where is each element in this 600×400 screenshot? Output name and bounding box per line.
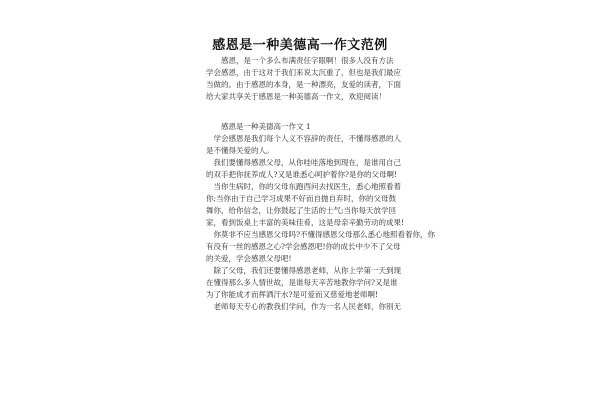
- paragraph-line: 的关爱，学会感恩父母吧!: [206, 254, 292, 263]
- spacer: [206, 103, 396, 115]
- intro-line: 给大家共享关于感恩是一种美德高一作文，欢迎阅读！: [206, 92, 386, 101]
- paragraph-line: 学会感恩是我们每个人义不容辞的责任，不懂得感恩的人: [206, 134, 401, 143]
- intro-line: 当做的。由于感恩的本身，是一种漂亮，友爱的读者，下面: [206, 80, 401, 89]
- paragraph-line: 在懂得那么多人情世故，是谁每天辛苦地教你学问?又是谁: [206, 278, 398, 287]
- paragraph-line: 除了父母，我们还要懂得感恩老师，从你上学第一天到现: [206, 266, 401, 275]
- paragraph-line: 的双手把你抚养成人?又是谁悉心呵护着你?是你的父母啊!: [206, 170, 398, 179]
- section-heading: 感恩是一种美德高一作文 1: [206, 122, 311, 131]
- paragraph-line: 当你生病时，你的父母东跑西问去找医生，悉心地照看着: [206, 182, 401, 191]
- paragraph-line: 有没有一丝的感恩之心?学会感恩吧!你的成长中少不了父母: [206, 242, 401, 251]
- paragraph-line: 家，看到饭桌上丰富的美味佳肴，这是母亲辛勤劳动的成果!: [206, 218, 405, 227]
- paragraph-line: 是不懂得关爱的人。: [206, 146, 274, 155]
- document-body: [206, 55, 436, 313]
- paragraph-line: 我们要懂得感恩父母，从你哇哇落地到现在，是谁用自己: [206, 158, 401, 167]
- paragraph-line: 你;当你由于自己学习成果不好而自抛自弃时，你的父母鼓: [206, 194, 397, 203]
- paragraph-line: 为了你能成才而挥洒汗水?是可爱而又慈爱地老师啊!: [206, 290, 379, 299]
- paragraph-line: 你莫非不应当感恩父母吗?不懂得感恩父母那么悉心地照看着你，你: [206, 230, 436, 239]
- document-title: 感恩是一种美德高一作文范例: [212, 38, 388, 53]
- paragraph-line: 老师每天专心的教我们学问，作为一名人民老师，你别无: [206, 302, 401, 311]
- paragraph-line: 舞你，给你信念，让你鼓起了生活的士气;当你每天放学回: [206, 206, 397, 215]
- intro-line: 感恩，是一个多么布满责任字眼啊！很多人没有方法: [206, 56, 394, 65]
- intro-line: 学会感恩，由于这对于我们来说太沉重了，但也是我们最应: [206, 68, 401, 77]
